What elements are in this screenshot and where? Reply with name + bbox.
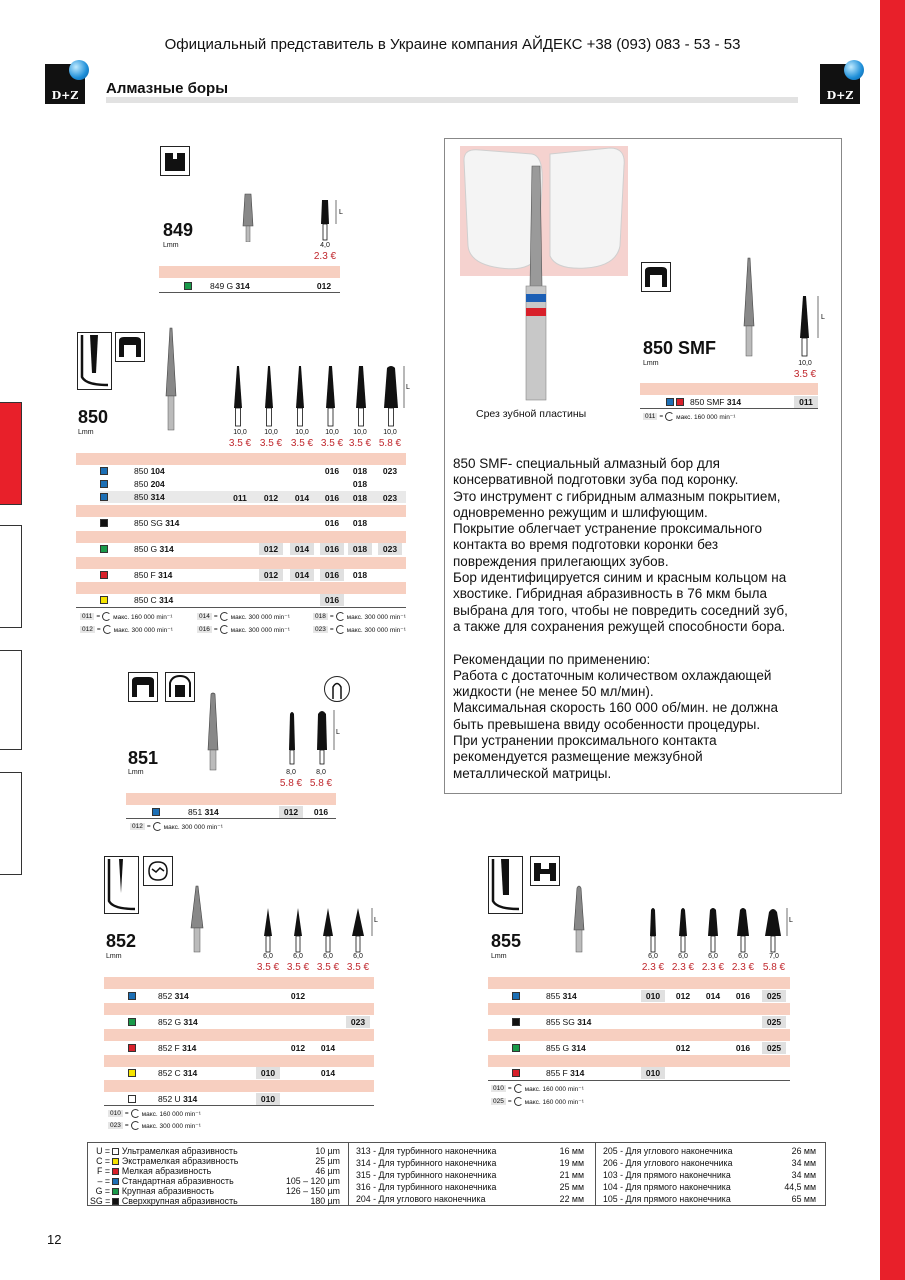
page-number: 12	[47, 1232, 62, 1247]
preparation-profile-icon	[104, 856, 139, 914]
bur-849-silhouette	[316, 198, 346, 242]
legend-shank-row: 315 - Для турбинного наконечника 21 мм	[356, 1170, 584, 1180]
grit-swatch	[128, 1044, 136, 1052]
table-row[interactable]: 850 104	[100, 465, 406, 477]
header-band	[126, 793, 336, 805]
price: 3.5 €	[286, 962, 310, 973]
length-value: 8,0	[286, 769, 296, 776]
price: 2.3 €	[313, 251, 337, 262]
row-band	[76, 582, 406, 594]
bur-855-silhouettes	[640, 906, 800, 954]
grit-swatch	[100, 545, 108, 553]
preparation-profile-icon	[488, 856, 523, 914]
legend-grit-row: G = Крупная абразивность 126 – 150 µm	[95, 1186, 340, 1196]
price: 5.8 €	[279, 778, 303, 789]
speed-note: 011 = макс. 160 000 min⁻¹	[82, 613, 173, 621]
bur-851-silhouettes	[278, 706, 348, 766]
length-value: 10,0	[353, 429, 367, 436]
speed-note: 018 = макс. 300 000 min⁻¹	[315, 613, 406, 621]
size-code[interactable]: 012	[259, 543, 283, 555]
grit-swatch	[666, 398, 674, 406]
length-value: 6,0	[293, 953, 303, 960]
size-code[interactable]: 023	[346, 1016, 370, 1028]
price: 3.5 €	[259, 438, 283, 449]
grit-swatch	[100, 519, 108, 527]
size-code[interactable]: 012	[279, 806, 303, 818]
table-row[interactable]: 851 314	[152, 806, 336, 818]
speed-note: 012 = макс. 300 000 min⁻¹	[82, 626, 173, 634]
price: 3.5 €	[793, 369, 817, 380]
price: 2.3 €	[731, 962, 755, 973]
row-divider	[76, 607, 406, 608]
legend-shank-row: 205 - Для углового наконечника 26 мм	[603, 1146, 816, 1156]
grit-swatch	[100, 493, 108, 501]
preparation-profile-icon	[77, 332, 112, 390]
size-code[interactable]: 014	[290, 569, 314, 581]
price: 2.3 €	[701, 962, 725, 973]
legend-grit-row: F = Мелкая абразивность 46 µm	[97, 1166, 340, 1176]
svg-text:L: L	[821, 314, 825, 321]
length-value: 6,0	[323, 953, 333, 960]
dealer-banner: Официальный представитель в Украине компания АЙДЕКС +38 (093) 083 - 53 - 53	[164, 36, 741, 53]
size-code[interactable]: 010	[256, 1067, 280, 1079]
grit-swatch	[128, 1018, 136, 1026]
grit-swatch	[512, 1044, 520, 1052]
size-code[interactable]: 023	[382, 493, 398, 503]
grit-swatch	[128, 1095, 136, 1103]
table-row[interactable]: 855 314	[512, 990, 790, 1002]
cavity-shape-icon	[530, 856, 560, 886]
price: 3.5 €	[320, 438, 344, 449]
size-code[interactable]: 016	[324, 493, 340, 503]
length-value: 10,0	[325, 429, 339, 436]
size-code[interactable]: 023	[378, 543, 402, 555]
table-row[interactable]: 850 SG 314	[100, 517, 406, 529]
speed-note: 010 = макс. 160 000 min⁻¹	[493, 1085, 584, 1093]
table-row[interactable]: 850 G 314	[100, 543, 406, 555]
price: 3.5 €	[348, 438, 372, 449]
grit-swatch	[676, 398, 684, 406]
table-row[interactable]: 850 SMF 314	[666, 396, 818, 408]
section-tab-active[interactable]	[0, 402, 22, 505]
speed-note: 010 = макс. 160 000 min⁻¹	[110, 1110, 201, 1118]
length-label: Lmm	[106, 953, 122, 960]
size-code[interactable]: 011	[233, 493, 247, 503]
illustration-caption: Срез зубной пластины	[476, 408, 587, 420]
svg-text:L: L	[339, 209, 343, 216]
size-code[interactable]: 018	[352, 466, 368, 476]
bur-850-photo	[160, 326, 182, 432]
occlusal-icon	[143, 856, 173, 886]
size-code[interactable]: 025	[762, 1042, 786, 1054]
table-row[interactable]: 852 C 314	[128, 1067, 374, 1079]
row-band	[488, 1055, 790, 1067]
product-name: 852	[106, 931, 137, 951]
length-value: 6,0	[738, 953, 748, 960]
size-code[interactable]: 012	[675, 1043, 691, 1053]
row-band	[104, 1055, 374, 1067]
speed-note: 025 = макс. 160 000 min⁻¹	[493, 1098, 584, 1106]
size-code[interactable]: 018	[352, 570, 368, 580]
length-label: Lmm	[163, 242, 179, 249]
speed-note: 014 = макс. 300 000 min⁻¹	[199, 613, 290, 621]
bur-852-silhouettes	[256, 906, 386, 954]
speed-note: 012 = макс. 300 000 min⁻¹	[132, 823, 223, 831]
dz-logo: D+Z	[820, 64, 860, 104]
product-name: 849	[163, 220, 194, 240]
size-code[interactable]: 016	[320, 543, 344, 555]
page-title: Алмазные боры	[106, 80, 229, 97]
size-code[interactable]: 016	[324, 518, 340, 528]
svg-text:L: L	[406, 384, 410, 391]
row-divider	[159, 292, 340, 293]
size-code[interactable]: 014	[290, 543, 314, 555]
row-divider	[640, 408, 818, 409]
cavity-shape-icon	[115, 332, 145, 362]
legend-shank-row: 104 - Для прямого наконечника 44,5 мм	[603, 1182, 816, 1192]
length-value: 6,0	[263, 953, 273, 960]
size-code[interactable]: 012	[259, 569, 283, 581]
page-edge-bar	[880, 0, 905, 1280]
bur-850smf-photo	[738, 256, 760, 358]
svg-text:L: L	[789, 917, 793, 924]
grit-swatch	[112, 1178, 119, 1185]
price: 3.5 €	[316, 962, 340, 973]
length-label: Lmm	[128, 769, 144, 776]
grit-swatch	[100, 596, 108, 604]
header-band	[488, 977, 790, 989]
legend-shank-row: 206 - Для углового наконечника 34 мм	[603, 1158, 816, 1168]
length-value: 6,0	[708, 953, 718, 960]
speed-note: 023 = макс. 300 000 min⁻¹	[110, 1122, 201, 1130]
length-value: 10,0	[798, 360, 812, 367]
section-tab[interactable]	[0, 525, 22, 628]
length-value: 6,0	[648, 953, 658, 960]
row-band	[104, 1029, 374, 1041]
tip-detail-icon	[324, 676, 350, 702]
header-band	[640, 383, 818, 395]
legend-shank-row: 313 - Для турбинного наконечника 16 мм	[356, 1146, 584, 1156]
length-value: 10,0	[295, 429, 309, 436]
section-tab[interactable]	[0, 772, 22, 875]
speed-note: 011 = макс. 160 000 min⁻¹	[645, 413, 736, 421]
size-code[interactable]: 010	[256, 1093, 280, 1105]
length-value: 6,0	[353, 953, 363, 960]
size-code[interactable]: 016	[320, 594, 344, 606]
grit-swatch	[100, 480, 108, 488]
table-row[interactable]: 850 314	[100, 491, 406, 503]
price: 5.8 €	[309, 778, 333, 789]
size-code[interactable]: 010	[641, 1067, 665, 1079]
size-code[interactable]: 018	[352, 479, 368, 489]
length-value: 10,0	[383, 429, 397, 436]
product-name: 850	[78, 407, 109, 427]
table-row[interactable]: 855 G 314	[512, 1042, 790, 1054]
size-code[interactable]: 016	[324, 466, 340, 476]
table-row[interactable]: 855 SG 314	[512, 1016, 790, 1028]
header-band	[159, 266, 340, 278]
row-band	[488, 1029, 790, 1041]
size-code[interactable]: 014	[320, 1068, 336, 1078]
size-code[interactable]: 016	[735, 991, 751, 1001]
size-code[interactable]: 025	[762, 1016, 786, 1028]
size-code[interactable]: 014	[705, 991, 721, 1001]
size-code[interactable]: 012	[316, 281, 332, 291]
size-code[interactable]: 023	[382, 466, 398, 476]
price: 5.8 €	[378, 438, 402, 449]
grit-swatch	[112, 1148, 119, 1155]
table-row[interactable]: 850 204	[100, 478, 406, 490]
table-row[interactable]: 852 314	[128, 990, 374, 1002]
price: 5.8 €	[762, 962, 786, 973]
grit-swatch	[112, 1198, 119, 1205]
price: 3.5 €	[290, 438, 314, 449]
cavity-shape-icon	[160, 146, 190, 176]
svg-text:L: L	[374, 917, 378, 924]
speed-note: 023 = макс. 300 000 min⁻¹	[315, 626, 406, 634]
row-divider	[126, 818, 336, 819]
price: 2.3 €	[671, 962, 695, 973]
grit-swatch	[152, 808, 160, 816]
length-label: Lmm	[78, 429, 94, 436]
grit-swatch	[512, 1018, 520, 1026]
legend-grit-row: C = Экстрамелкая абразивность 25 µm	[96, 1156, 340, 1166]
size-code[interactable]: 014	[320, 1043, 336, 1053]
length-label: Lmm	[491, 953, 507, 960]
row-divider	[488, 1080, 790, 1081]
length-value: 7,0	[769, 953, 779, 960]
dz-logo: D+Z	[45, 64, 85, 104]
price: 2.3 €	[641, 962, 665, 973]
table-row[interactable]: 852 G 314	[128, 1016, 374, 1028]
grit-swatch	[184, 282, 192, 290]
size-code[interactable]: 011	[794, 396, 818, 408]
table-row[interactable]: 852 F 314	[128, 1042, 374, 1054]
table-row[interactable]: 850 F 314	[100, 569, 406, 581]
grit-swatch	[128, 1069, 136, 1077]
table-row[interactable]: 852 U 314	[128, 1093, 374, 1105]
legend-shank-row: 314 - Для турбинного наконечника 19 мм	[356, 1158, 584, 1168]
size-code[interactable]: 012	[263, 493, 279, 503]
length-value: 6,0	[678, 953, 688, 960]
table-row[interactable]: 849 G 314	[184, 280, 340, 292]
bur-850-silhouettes	[228, 362, 418, 428]
size-code[interactable]: 016	[313, 807, 329, 817]
row-band	[76, 531, 406, 543]
bur-852-photo	[186, 884, 208, 954]
price: 3.5 €	[346, 962, 370, 973]
grit-swatch	[512, 1069, 520, 1077]
crown-preparation-icon	[165, 672, 195, 702]
legend-grit-row: SG = Сверхкрупная абразивность 180 µm	[90, 1196, 340, 1206]
speed-note: 016 = макс. 300 000 min⁻¹	[199, 626, 290, 634]
bur-849-photo	[236, 192, 260, 242]
row-band	[104, 1080, 374, 1092]
legend-grit-row: – = Стандартная абразивность 105 – 120 µm	[97, 1176, 340, 1186]
legend-shank-row: 103 - Для прямого наконечника 34 мм	[603, 1170, 816, 1180]
row-band	[76, 505, 406, 517]
legend-grit-row: U = Ультрамелкая абразивность 10 µm	[96, 1146, 340, 1156]
section-tab[interactable]	[0, 650, 22, 750]
cavity-shape-icon	[128, 672, 158, 702]
row-band	[488, 1003, 790, 1015]
size-code[interactable]: 012	[675, 991, 691, 1001]
legend-shank-row: 105 - Для прямого наконечника 65 мм	[603, 1194, 816, 1204]
size-code[interactable]: 018	[352, 493, 368, 503]
length-value: 4,0	[320, 242, 330, 249]
length-value: 10,0	[264, 429, 278, 436]
table-row[interactable]: 850 C 314	[100, 594, 406, 606]
size-code[interactable]: 025	[762, 990, 786, 1002]
row-band	[76, 557, 406, 569]
length-label: Lmm	[643, 360, 659, 367]
legend-shank-row: 204 - Для углового наконечника 22 мм	[356, 1194, 584, 1204]
header-band	[76, 453, 406, 465]
size-code[interactable]: 012	[290, 991, 306, 1001]
grit-swatch	[100, 571, 108, 579]
smf-description: 850 SMF- специальный алмазный бор для консервативной подготовки зуба под коронку. Это инструмент с гибридным алмазным покрытием, одновременно режущим и шлифующим. Покрытие облегчает устранение проксимального контакта во время подготовки коронки без повреждения прилегающих зубов. Бор идентифицируется синим и красным кольцом на хвостике. Гибридная абразивность в 76 мкм была выбрана для того, чтобы не повредить соседний зуб, а также для сохранения режущей способности бора. Рекомендации по применению: Работа с достаточным количеством охлаждающей жидкости (не менее 50 мл/мин). Максимальная скорость 160 000 об/мин. не должна быть превышена ввиду особенности процедуры. При устранении проксимального контакта рекомендуется размещение межзубной металлической матрицы.	[453, 456, 788, 781]
size-code[interactable]: 018	[348, 543, 372, 555]
tooth-section-illustration	[460, 146, 628, 402]
row-divider	[104, 1105, 374, 1106]
length-value: 8,0	[316, 769, 326, 776]
table-row[interactable]: 855 F 314	[512, 1067, 790, 1079]
size-code[interactable]: 016	[320, 569, 344, 581]
row-band	[104, 1003, 374, 1015]
grit-swatch	[512, 992, 520, 1000]
svg-text:L: L	[336, 729, 340, 736]
size-code[interactable]: 012	[290, 1043, 306, 1053]
cavity-shape-icon	[641, 262, 671, 292]
product-name: 855	[491, 931, 522, 951]
price: 3.5 €	[228, 438, 252, 449]
size-code[interactable]: 016	[735, 1043, 751, 1053]
price: 3.5 €	[256, 962, 280, 973]
title-underline	[106, 97, 798, 103]
bur-851-photo	[200, 692, 226, 772]
legend-shank-row: 316 - Для турбинного наконечника 25 мм	[356, 1182, 584, 1192]
size-code[interactable]: 018	[352, 518, 368, 528]
size-code[interactable]: 014	[294, 493, 310, 503]
header-band	[104, 977, 374, 989]
length-value: 10,0	[233, 429, 247, 436]
grit-swatch	[112, 1158, 119, 1165]
grit-swatch	[112, 1188, 119, 1195]
product-name: 850 SMF	[643, 338, 717, 358]
grit-swatch	[128, 992, 136, 1000]
bur-850smf-silhouette	[794, 292, 834, 358]
size-code[interactable]: 010	[641, 990, 665, 1002]
grit-swatch	[112, 1168, 119, 1175]
grit-swatch	[100, 467, 108, 475]
bur-855-photo	[568, 884, 590, 954]
product-name: 851	[128, 748, 159, 768]
